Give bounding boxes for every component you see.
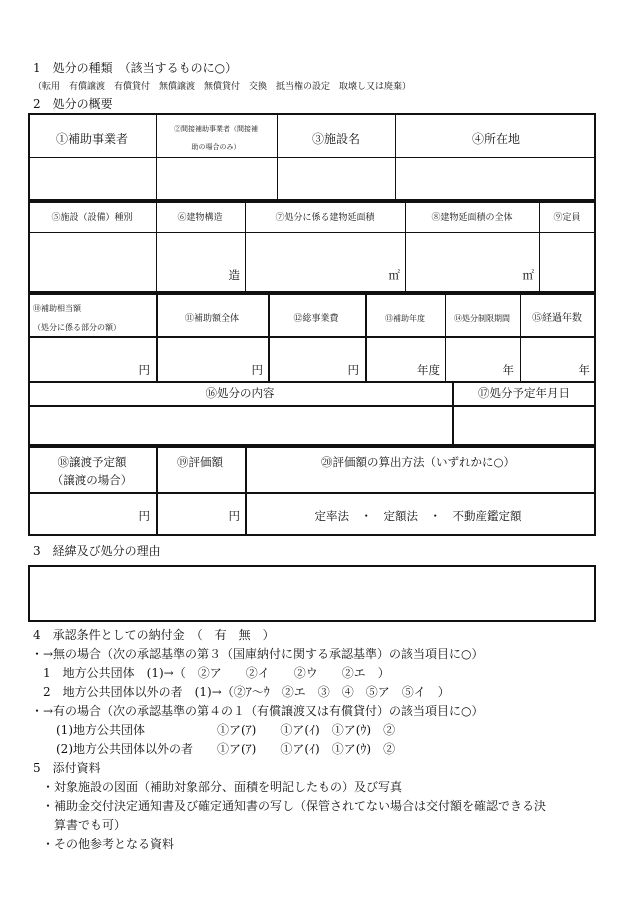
section1-heading: 1 処分の種類 （該当するものに○）	[33, 61, 238, 75]
header-kansetsu-line1: ②間接補助事業者（間接補	[174, 125, 258, 133]
header-nobe-shobun: ⑦処分に係る建物延面積	[275, 213, 375, 223]
section4-nashi-item2: 2 地方公共団体以外の者 (1)→（②ｱ～ｳ ②エ ③ ④ ⑤ア ⑤イ ）	[43, 685, 450, 699]
header-shozaichi: ④所在地	[471, 132, 521, 146]
header-seigen: ⑭処分制限期間	[454, 314, 510, 323]
unit-en-3: 円	[347, 363, 359, 377]
section2-heading: 2 処分の概要	[33, 97, 113, 111]
header-joto-line1: ⑱譲渡予定額	[57, 455, 127, 469]
header-sojigyo: ⑫総事業費	[293, 314, 339, 324]
unit-nen-1: 年	[502, 363, 514, 377]
unit-zo: 造	[228, 268, 240, 282]
header-nendo: ⑬補助年度	[385, 314, 425, 323]
header-keika: ⑮経過年数	[532, 313, 582, 324]
section5-item2-line2: 算書でも可）	[54, 818, 127, 832]
unit-nendo: 年度	[417, 363, 440, 377]
header-shobun-yotei: ⑰処分予定年月日	[478, 386, 570, 400]
section1-options: （転用 有償譲渡 有償貸付 無償譲渡 無償貸付 交換 抵当権の設定 取壊し又は廃棄）	[33, 82, 412, 92]
value-joto-en: 円	[138, 509, 150, 523]
section4-heading: 4 承認条件としての納付金 （ 有 無 ）	[33, 628, 275, 642]
unit-en-2: 円	[251, 363, 263, 377]
header-teiin: ⑨定員	[553, 213, 581, 223]
header-jigyosha: ①補助事業者	[55, 132, 129, 146]
section5-item2-line1: ・補助金交付決定通知書及び確定通知書の写し（保管されてない場合は交付額を確認できる決	[42, 799, 547, 813]
header-kozo: ⑥建物構造	[177, 213, 223, 223]
unit-m2-a: ㎡	[388, 268, 400, 282]
section4-nashi-line: ・→無の場合（次の承認基準の第３（国庫納付に関する承認基準）の該当項目に○）	[31, 647, 484, 661]
header-shisetsu: ③施設名	[311, 132, 361, 146]
section3-box	[28, 565, 596, 622]
section5-item1: ・対象施設の図面（補助対象部分、面積を明記したもの）及び写真	[42, 780, 403, 794]
unit-nen-2: 年	[578, 363, 590, 377]
header-joto-line2: （譲渡の場合）	[51, 473, 133, 487]
header-nobe-zentai: ⑧建物延面積の全体	[431, 213, 513, 223]
header-hyoka: ⑲評価額	[177, 455, 223, 469]
section4-ari-item2: (2)地方公共団体以外の者 ①ア(ｱ) ①ア(ｲ) ①ア(ｳ) ②	[56, 742, 396, 756]
header-zentai: ⑪補助額全体	[184, 314, 240, 324]
section4-nashi-item1: 1 地方公共団体 (1)→（ ②ア ②イ ②ウ ②エ ）	[43, 666, 390, 680]
header-shubetsu: ⑤施設（設備）種別	[51, 213, 133, 223]
header-shobun-naiyo: ⑯処分の内容	[205, 386, 275, 400]
unit-m2-b: ㎡	[522, 268, 534, 282]
unit-en-1: 円	[138, 363, 150, 377]
section4-ari-line: ・→有の場合（次の承認基準の第４の１（有償譲渡又は有償貸付）の該当項目に○）	[31, 704, 484, 718]
section5-item3: ・その他参考となる資料	[42, 837, 175, 851]
header-kansetsu-line2: 助の場合のみ）	[191, 143, 241, 151]
header-santei: ⑳評価額の算出方法（いずれかに○）	[320, 455, 516, 469]
header-sodan-line2: （処分に係る部分の額）	[33, 323, 121, 332]
section3-heading: 3 経緯及び処分の理由	[33, 544, 161, 558]
section4-ari-item1: (1)地方公共団体 ①ア(ｱ) ①ア(ｲ) ①ア(ｳ) ②	[56, 723, 396, 737]
section5-heading: 5 添付資料	[33, 761, 101, 775]
header-sodan-line1: ⑩補助相当額	[33, 304, 81, 313]
value-hyoka-en: 円	[228, 509, 240, 523]
value-santei-methods: 定率法 ・ 定額法 ・ 不動産鑑定額	[314, 509, 522, 523]
